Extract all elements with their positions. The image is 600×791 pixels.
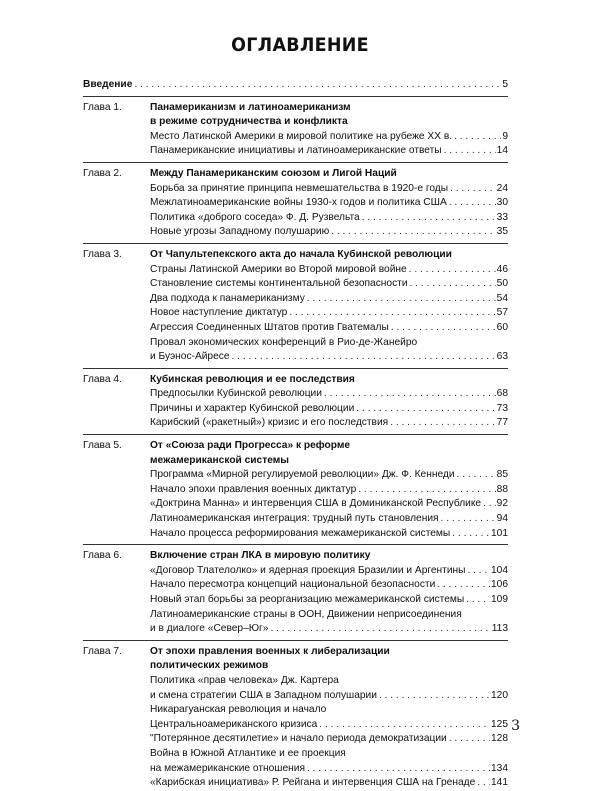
leader-dots bbox=[409, 263, 496, 278]
leader-dots bbox=[362, 211, 496, 226]
chapter-title: в режиме сотрудничества и конфликта bbox=[150, 116, 348, 128]
chapter-heading-line[interactable] bbox=[83, 101, 508, 116]
toc-entry-page: 104 bbox=[491, 564, 508, 576]
leader-dots bbox=[410, 277, 496, 292]
leader-dots bbox=[477, 776, 490, 791]
chapter-label: Глава 1. bbox=[83, 101, 122, 113]
toc-entry-title: «Договор Тлателолко» и ядерная проекция Бразилии и Аргентины bbox=[150, 564, 466, 576]
leader-dots bbox=[270, 622, 490, 637]
toc-entry-title: на межамериканские отношения bbox=[150, 762, 305, 774]
toc-entry-title: и смена стратегии США в Западном полушарии bbox=[150, 689, 377, 701]
chapter-block bbox=[83, 439, 508, 541]
toc-entry-page: 94 bbox=[496, 513, 508, 525]
toc-entry-text: Латиноамериканские страны в ООН, Движении неприсоединения bbox=[150, 608, 462, 620]
section-divider bbox=[83, 96, 508, 97]
toc-entry[interactable] bbox=[83, 292, 508, 307]
toc-entry-title: Начало процесса реформирования межамериканской системы bbox=[150, 527, 451, 539]
toc-entry[interactable] bbox=[83, 512, 508, 527]
toc-entry[interactable] bbox=[83, 483, 508, 498]
section-divider bbox=[83, 162, 508, 163]
toc-entry-page: 50 bbox=[496, 278, 508, 290]
toc-entry-page: 46 bbox=[496, 263, 508, 275]
chapter-heading-line[interactable] bbox=[83, 115, 508, 130]
leader-dots bbox=[358, 483, 495, 498]
intro-entry-title: Введение bbox=[83, 79, 133, 90]
toc-entry-page: 134 bbox=[491, 762, 508, 774]
toc-entry-text: Война в Южной Атлантике и ее проекция bbox=[150, 747, 346, 759]
toc-entry-title: Центральноамериканского кризиса bbox=[150, 718, 318, 730]
leader-dots bbox=[441, 512, 496, 527]
toc-entry-text: Политика «прав человека» Дж. Картера bbox=[150, 674, 339, 686]
toc-entry-text: Никарагуанская революция и начало bbox=[150, 704, 327, 716]
table-of-contents bbox=[83, 78, 508, 791]
chapter-heading-line[interactable] bbox=[83, 373, 508, 388]
toc-entry-title: Два подхода к панамериканизму bbox=[150, 292, 305, 304]
toc-entry-page: 33 bbox=[496, 211, 508, 223]
toc-entry[interactable] bbox=[83, 468, 508, 483]
toc-entry-title: «Карибская инициатива» Р. Рейгана и интервенция США на Гренаде bbox=[150, 777, 476, 789]
chapter-heading-line[interactable] bbox=[83, 248, 508, 263]
toc-entry-title: Причины и характер Кубинской революции bbox=[150, 402, 355, 414]
leader-dots bbox=[331, 225, 495, 240]
toc-entry[interactable] bbox=[83, 718, 508, 733]
leader-dots bbox=[450, 182, 496, 197]
toc-entry-title: Начало пересмотра концепций национальной безопасности bbox=[150, 579, 436, 591]
toc-entry[interactable] bbox=[83, 622, 508, 637]
leader-dots bbox=[134, 78, 501, 93]
toc-entry-page: 54 bbox=[496, 292, 508, 304]
toc-entry-page: 128 bbox=[491, 733, 508, 745]
chapter-label: Глава 3. bbox=[83, 248, 122, 260]
chapter-title: Включение стран ЛКА в мировую политику bbox=[150, 550, 371, 562]
toc-entry[interactable] bbox=[83, 130, 508, 145]
toc-entry[interactable] bbox=[83, 211, 508, 226]
chapter-label: Глава 6. bbox=[83, 550, 122, 562]
leader-dots bbox=[319, 718, 490, 733]
chapter-title: От Чапультепекского акта до начала Кубинской революции bbox=[150, 248, 452, 260]
chapter-list bbox=[83, 101, 508, 791]
toc-entry-title: Политика «доброго соседа» Ф. Д. Рузвельта bbox=[150, 211, 360, 223]
toc-entry-line[interactable] bbox=[83, 747, 508, 762]
toc-entry-page: 101 bbox=[491, 527, 508, 539]
toc-entry-title: Место Латинской Америки в мировой политике на рубеже XX в. bbox=[150, 130, 453, 142]
toc-entry-title: Латиноамериканская интеграция: трудный путь становления bbox=[150, 513, 439, 525]
leader-dots bbox=[437, 578, 490, 593]
toc-entry-line[interactable] bbox=[83, 703, 508, 718]
chapter-block bbox=[83, 645, 508, 791]
toc-entry-page: 113 bbox=[491, 623, 508, 635]
toc-entry-page: 60 bbox=[496, 321, 508, 333]
toc-entry[interactable] bbox=[83, 527, 508, 542]
chapter-title: Панамериканизм и латиноамериканизм bbox=[150, 101, 351, 113]
toc-entry-title: Межлатиноамериканские войны 1930-х годов и политика США bbox=[150, 197, 447, 209]
toc-entry-page: 9 bbox=[502, 130, 508, 142]
toc-entry-title: Борьба за принятие принципа невмешательства в 1920-е годы bbox=[150, 182, 449, 194]
chapter-title: межамериканской системы bbox=[150, 454, 289, 466]
toc-entry-title: Начало эпохи правления военных диктатур bbox=[150, 483, 357, 495]
toc-entry-page: 57 bbox=[496, 307, 508, 319]
toc-entry[interactable] bbox=[83, 776, 508, 791]
toc-entry[interactable] bbox=[83, 350, 508, 365]
chapter-title: политических режимов bbox=[150, 660, 269, 672]
toc-entry-page: 14 bbox=[496, 145, 508, 157]
toc-entry-page: 125 bbox=[491, 718, 508, 730]
toc-entry-title: "Потерянное десятилетие» и начало периода демократизации bbox=[150, 733, 447, 745]
toc-entry-title: и Буэнос-Айресе bbox=[150, 351, 230, 363]
leader-dots bbox=[454, 130, 501, 145]
toc-entry[interactable] bbox=[83, 387, 508, 402]
toc-entry-page: 77 bbox=[496, 417, 508, 429]
toc-entry-page: 35 bbox=[496, 226, 508, 238]
chapter-heading-line[interactable] bbox=[83, 659, 508, 674]
toc-entry[interactable] bbox=[83, 277, 508, 292]
toc-entry-page: 85 bbox=[496, 469, 508, 481]
toc-entry[interactable] bbox=[83, 263, 508, 278]
toc-entry[interactable] bbox=[83, 578, 508, 593]
chapter-title: Между Панамериканским союзом и Лигой Наций bbox=[150, 167, 397, 179]
leader-dots bbox=[356, 402, 495, 417]
toc-entry-line[interactable] bbox=[83, 608, 508, 623]
toc-entry-title: Агрессия Соединенных Штатов против Гватемалы bbox=[150, 321, 389, 333]
leader-dots bbox=[307, 762, 490, 777]
leader-dots bbox=[449, 732, 490, 747]
toc-entry[interactable] bbox=[83, 144, 508, 159]
toc-entry[interactable] bbox=[83, 196, 508, 211]
chapter-title: Кубинская революция и ее последствия bbox=[150, 373, 355, 385]
chapter-block bbox=[83, 167, 508, 240]
toc-entry-title: «Доктрина Манна» и интервенция США в Доминиканской Республике bbox=[150, 498, 482, 510]
chapter-heading-line[interactable] bbox=[83, 439, 508, 454]
leader-dots bbox=[390, 416, 495, 431]
page-number: 3 bbox=[511, 718, 520, 734]
toc-entry-page: 120 bbox=[491, 689, 508, 701]
toc-entry-title: Становление системы континентальной безопасности bbox=[150, 278, 408, 290]
toc-entry-page: 141 bbox=[491, 777, 508, 789]
chapter-heading-line[interactable] bbox=[83, 454, 508, 469]
leader-dots bbox=[232, 350, 496, 365]
chapter-label: Глава 2. bbox=[83, 167, 122, 179]
toc-entry[interactable] bbox=[83, 416, 508, 431]
intro-entry-page: 5 bbox=[502, 79, 508, 90]
toc-entry[interactable] bbox=[83, 225, 508, 240]
toc-entry[interactable] bbox=[83, 732, 508, 747]
toc-entry-title: Программа «Мирной регулируемой революции» Дж. Ф. Кеннеди bbox=[150, 469, 455, 481]
toc-entry-page: 92 bbox=[496, 498, 508, 510]
toc-entry-line[interactable] bbox=[83, 336, 508, 351]
section-divider bbox=[83, 434, 508, 435]
chapter-label: Глава 4. bbox=[83, 373, 122, 385]
leader-dots bbox=[467, 564, 490, 579]
chapter-title: От эпохи правления военных к либерализации bbox=[150, 645, 390, 657]
toc-entry-title: и в диалоге «Север–Юг» bbox=[150, 623, 269, 635]
chapter-block bbox=[83, 373, 508, 431]
chapter-label: Глава 7. bbox=[83, 645, 122, 657]
leader-dots bbox=[457, 468, 496, 483]
leader-dots bbox=[444, 144, 496, 159]
chapter-label: Глава 5. bbox=[83, 440, 122, 452]
toc-entry-page: 73 bbox=[496, 402, 508, 414]
chapter-heading-line[interactable] bbox=[83, 167, 508, 182]
leader-dots bbox=[324, 387, 496, 402]
toc-entry-text: Провал экономических конференций в Рио-де-Жанейро bbox=[150, 336, 418, 348]
chapter-heading-line[interactable] bbox=[83, 549, 508, 564]
chapter-heading-line[interactable] bbox=[83, 645, 508, 660]
section-divider bbox=[83, 368, 508, 369]
toc-entry[interactable] bbox=[83, 762, 508, 777]
chapter-title: От «Союза ради Прогресса» к реформе bbox=[150, 440, 351, 452]
toc-entry[interactable] bbox=[83, 689, 508, 704]
leader-dots bbox=[466, 593, 490, 608]
leader-dots bbox=[391, 321, 496, 336]
toc-entry[interactable] bbox=[83, 402, 508, 417]
intro-entry[interactable] bbox=[83, 78, 508, 93]
leader-dots bbox=[452, 527, 490, 542]
toc-entry-title: Новый этап борьбы за реорганизацию межамериканской системы bbox=[150, 594, 465, 605]
toc-entry[interactable] bbox=[83, 497, 508, 512]
toc-entry[interactable] bbox=[83, 306, 508, 321]
toc-entry[interactable] bbox=[83, 182, 508, 197]
leader-dots bbox=[289, 306, 495, 321]
toc-entry[interactable] bbox=[83, 564, 508, 579]
page-title: ОГЛАВЛЕНИЕ bbox=[231, 34, 369, 56]
toc-entry-page: 63 bbox=[496, 351, 508, 363]
leader-dots bbox=[379, 689, 490, 704]
section-divider bbox=[83, 640, 508, 641]
toc-entry-title: Новое наступление диктатур bbox=[150, 307, 288, 319]
chapter-block bbox=[83, 101, 508, 159]
toc-entry-title: Предпосылки Кубинской революции bbox=[150, 388, 322, 400]
chapter-block bbox=[83, 248, 508, 365]
chapter-block bbox=[83, 549, 508, 637]
toc-entry-title: Новые угрозы Западному полушарию bbox=[150, 226, 330, 238]
toc-entry-title: Страны Латинской Америки во Второй мировой войне bbox=[150, 263, 407, 275]
toc-entry-page: 109 bbox=[491, 594, 508, 605]
toc-entry-title: Карибский («ракетный») кризис и его последствия bbox=[150, 417, 389, 429]
toc-entry[interactable] bbox=[83, 593, 508, 608]
toc-entry-title: Панамериканские инициативы и латиноамериканские ответы bbox=[150, 145, 442, 157]
toc-entry-page: 88 bbox=[496, 483, 508, 495]
toc-entry-line[interactable] bbox=[83, 674, 508, 689]
toc-entry-page: 106 bbox=[491, 579, 508, 591]
section-divider bbox=[83, 243, 508, 244]
toc-entry-page: 24 bbox=[496, 182, 508, 194]
section-divider bbox=[83, 544, 508, 545]
leader-dots bbox=[449, 196, 496, 211]
leader-dots bbox=[307, 292, 496, 307]
toc-entry-page: 30 bbox=[496, 197, 508, 209]
toc-entry-page: 68 bbox=[496, 388, 508, 400]
toc-entry[interactable] bbox=[83, 321, 508, 336]
leader-dots bbox=[483, 497, 496, 512]
